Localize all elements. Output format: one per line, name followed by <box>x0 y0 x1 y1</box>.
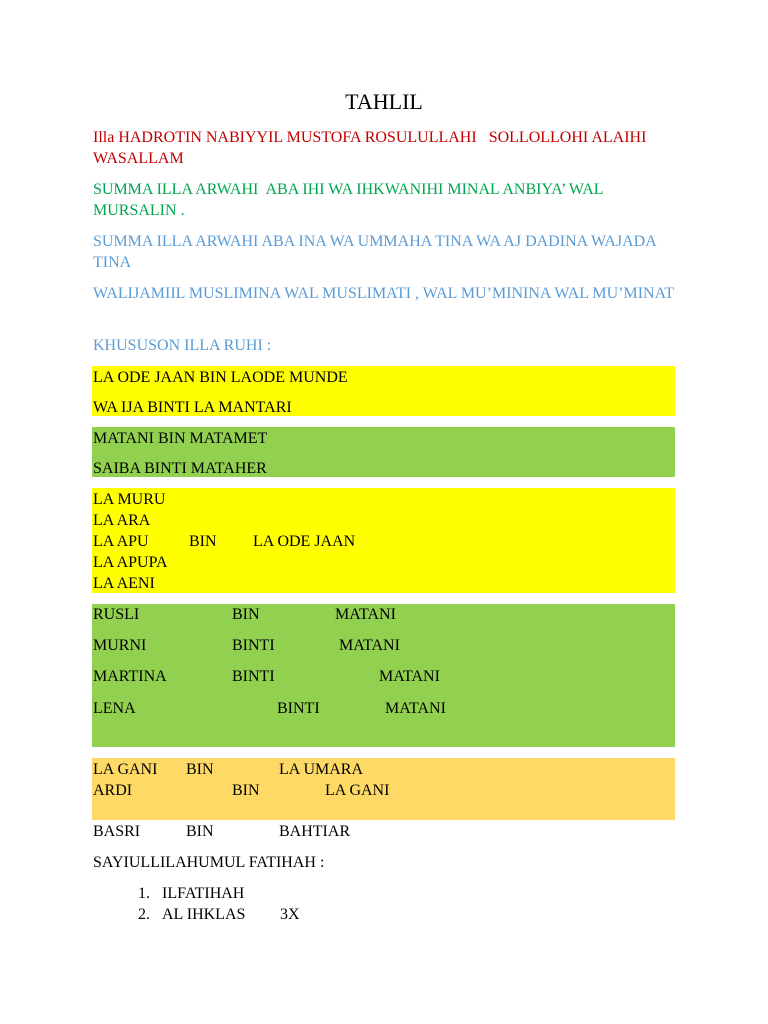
block3-relation: BIN <box>189 533 217 550</box>
highlight-block-1 <box>92 366 675 416</box>
block4-row-4-name: LENA <box>93 700 136 717</box>
highlight-block-5 <box>92 758 675 820</box>
basri-name: BASRI <box>93 823 141 840</box>
document-title: TAHLIL <box>345 89 423 114</box>
block1-line-1: LA ODE JAAN BIN LAODE MUNDE <box>93 369 348 386</box>
block3-name-1: LA MURU <box>93 491 166 508</box>
closing-line: SAYIULLILAHUMUL FATIHAH : <box>93 854 325 871</box>
block4-row-1 <box>93 604 673 625</box>
highlight-block-3 <box>92 488 675 593</box>
basri-line <box>93 821 673 842</box>
block2-line-1: MATANI BIN MATAMET <box>93 430 268 447</box>
intro-paragraph-5: KHUSUSON ILLA RUHI : <box>93 337 272 354</box>
block4-row-4 <box>93 698 673 719</box>
list-item-2-number: 2. <box>138 906 150 923</box>
list-item-2-extra: 3X <box>280 906 300 923</box>
intro-paragraph-2: SUMMA ILLA ARWAHI ABA IHI WA IHKWANIHI MINAL ANBIYA’ WAL MURSALIN . <box>93 181 607 219</box>
basri-rel: BIN <box>186 823 214 840</box>
block5-row-2-parent: LA GANI <box>325 782 390 799</box>
block4-row-1-name: RUSLI <box>93 606 140 623</box>
block4-row-2-name: MURNI <box>93 637 147 654</box>
list-item-1-text: ILFATIHAH <box>162 885 245 902</box>
block4-row-2-rel: BINTI <box>232 637 275 654</box>
block3-line-3 <box>93 531 673 552</box>
block3-name-5: LA AENI <box>93 575 155 592</box>
block5-row-2-rel: BIN <box>232 782 260 799</box>
block5-row-1 <box>93 759 673 780</box>
block4-row-3-name: MARTINA <box>93 668 167 685</box>
block4-row-3 <box>93 666 673 687</box>
block4-row-2-parent: MATANI <box>339 637 400 654</box>
highlight-block-2 <box>92 427 675 477</box>
basri-parent: BAHTIAR <box>279 823 351 840</box>
block5-row-2 <box>93 780 673 801</box>
block2-line-2: SAIBA BINTI MATAHER <box>93 460 267 477</box>
block3-parent: LA ODE JAAN <box>253 533 356 550</box>
block4-row-1-parent: MATANI <box>335 606 396 623</box>
intro-paragraph-4: WALIJAMIIL MUSLIMINA WAL MUSLIMATI , WAL MU’MININA WAL MU’MINAT <box>93 285 675 302</box>
intro-paragraph-3: SUMMA ILLA ARWAHI ABA INA WA UMMAHA TINA WA AJ DADINA WAJADA TINA <box>93 233 660 271</box>
block3-name-4: LA APUPA <box>93 554 168 571</box>
block4-row-1-rel: BIN <box>232 606 260 623</box>
block4-row-4-rel: BINTI <box>277 700 320 717</box>
block4-row-3-rel: BINTI <box>232 668 275 685</box>
intro-paragraph-1: Illa HADROTIN NABIYYIL MUSTOFA ROSULULLAHI SOLLOLLOHI ALAIHI WASALLAM <box>93 129 651 167</box>
highlight-block-4 <box>92 604 675 747</box>
list-item-2-text: AL IHKLAS <box>162 906 246 923</box>
block5-row-2-name: ARDI <box>93 782 133 799</box>
list-item-1-number: 1. <box>138 885 150 902</box>
block5-row-1-parent: LA UMARA <box>279 761 364 778</box>
block3-name-3: LA APU <box>93 533 149 550</box>
block4-row-2 <box>93 635 673 656</box>
block4-row-4-parent: MATANI <box>385 700 446 717</box>
block1-line-2: WA IJA BINTI LA MANTARI <box>93 399 292 416</box>
block5-row-1-rel: BIN <box>186 761 214 778</box>
block3-name-2: LA ARA <box>93 512 151 529</box>
block4-row-3-parent: MATANI <box>379 668 440 685</box>
block5-row-1-name: LA GANI <box>93 761 158 778</box>
